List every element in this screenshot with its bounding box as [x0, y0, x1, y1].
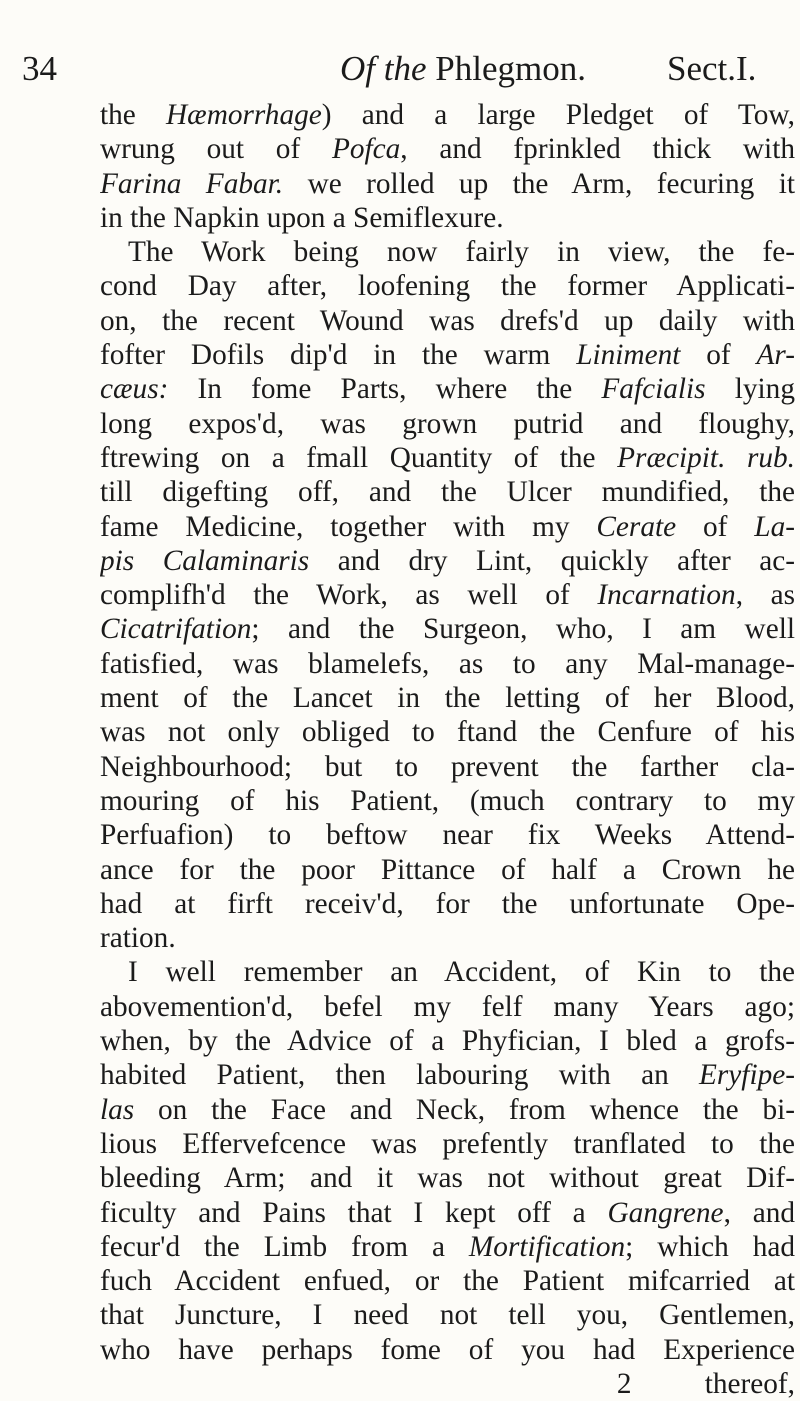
- text-line: [100, 921, 795, 955]
- text-line: [100, 578, 795, 612]
- text-run: on the Face and Neck, from whence the bi-: [134, 1093, 795, 1126]
- text-line: [100, 990, 795, 1024]
- body-text: [100, 98, 795, 1401]
- text-run: ration.: [100, 922, 176, 955]
- text-run: lying: [705, 373, 795, 406]
- text-run: mouring of his Patient, (much contrary to my: [100, 784, 795, 817]
- text-line: [100, 1024, 795, 1058]
- text-run: long expos'd, was grown putrid and floughy,: [100, 407, 795, 440]
- text-line: [100, 544, 795, 578]
- text-run: till digefting off, and the Ulcer mundified, the: [100, 476, 795, 509]
- page-number: 34: [22, 49, 57, 88]
- text-line: [100, 955, 795, 989]
- text-line: [100, 1298, 795, 1332]
- running-title: [340, 46, 586, 92]
- text-run: , and: [723, 1196, 795, 1229]
- text-run: ftrewing on a fmall Quantity of the: [100, 441, 618, 474]
- italic-term: las: [100, 1093, 135, 1126]
- text-run: wrung out of: [100, 133, 332, 166]
- text-run: complifh'd the Work, as well of: [100, 579, 598, 612]
- text-run: ance for the poor Pittance of half a Crown he: [100, 853, 795, 886]
- text-run: cond Day after, loofening the former Applicati-: [100, 270, 795, 303]
- text-line: [100, 1093, 795, 1127]
- text-run: bleeding Arm; and it was not without great Dif-: [100, 1162, 795, 1195]
- text-run: that Juncture, I need not tell you, Gentlemen,: [100, 1299, 795, 1332]
- text-line: [100, 1058, 795, 1092]
- text-line: [100, 1161, 795, 1195]
- text-run: 2 thereof,: [616, 1367, 795, 1400]
- italic-term: La-: [754, 510, 795, 543]
- italic-term: Cerate: [596, 510, 677, 543]
- text-line: [100, 750, 795, 784]
- italic-term: Incarnation: [597, 579, 736, 612]
- text-run: was not only obliged to ftand the Cenfure of his: [100, 716, 795, 749]
- text-run: fame Medicine, together with my: [100, 510, 597, 543]
- italic-term: cæus:: [100, 373, 169, 406]
- text-line: [100, 784, 795, 818]
- text-line: [100, 612, 795, 646]
- italic-term: Farina Fabar.: [100, 167, 284, 200]
- text-line: [100, 818, 795, 852]
- running-title-italic: Of the: [340, 49, 427, 88]
- text-line: [100, 1264, 795, 1298]
- italic-term: Liniment: [576, 339, 681, 372]
- text-line: [100, 441, 795, 475]
- italic-term: Fafcialis: [601, 373, 706, 406]
- text-run: ment of the Lancet in the letting of her Blood,: [100, 682, 795, 715]
- italic-term: Pofca: [331, 133, 401, 166]
- text-run: fatisfied, was blamelefs, as to any Mal-manage-: [100, 647, 795, 680]
- text-line: [100, 98, 795, 132]
- text-line: [100, 1127, 795, 1161]
- text-line: [100, 1230, 795, 1264]
- text-line: [100, 235, 795, 269]
- text-run: ficulty and Pains that I kept off a: [100, 1196, 608, 1229]
- italic-term: pis Calaminaris: [100, 544, 310, 577]
- text-line: [100, 475, 795, 509]
- text-line: [100, 269, 795, 303]
- italic-term: Mortification: [468, 1230, 626, 1263]
- text-line: [100, 132, 795, 166]
- text-line: [100, 1196, 795, 1230]
- text-run: Perfuafion) to beftow near fix Weeks Attend-: [100, 819, 795, 852]
- text-run: I well remember an Accident, of Kin to the: [128, 956, 795, 989]
- text-run: , and fprinkled thick with: [400, 133, 795, 166]
- italic-term: Eryfipe-: [699, 1059, 795, 1092]
- text-run: In fome Parts, where the: [168, 373, 602, 406]
- running-header: [0, 46, 800, 92]
- text-run: fuch Accident enfued, or the Patient mifcarried at: [100, 1265, 795, 1298]
- text-run: habited Patient, then labouring with an: [100, 1059, 699, 1092]
- text-run: ; which had: [625, 1230, 795, 1263]
- italic-term: Præcipit. rub.: [617, 441, 795, 474]
- text-run: and dry Lint, quickly after ac-: [309, 544, 795, 577]
- text-line: [100, 304, 795, 338]
- text-line: [100, 407, 795, 441]
- text-run: of: [676, 510, 755, 543]
- text-line: [100, 887, 795, 921]
- text-line: [100, 372, 795, 406]
- text-line: [100, 167, 795, 201]
- text-line: [100, 1367, 795, 1401]
- text-run: when, by the Advice of a Phyfician, I bled a grofs-: [100, 1025, 795, 1058]
- text-run: in the Napkin upon a Semiflexure.: [100, 201, 504, 234]
- text-line: [100, 853, 795, 887]
- text-line: [100, 1333, 795, 1367]
- text-run: ) and a large Pledget of Tow,: [321, 99, 795, 131]
- text-run: who have perhaps fome of you had Experience: [100, 1333, 795, 1366]
- text-run: the: [100, 99, 167, 131]
- italic-term: Ar-: [756, 339, 795, 372]
- text-run: we rolled up the Arm, fecuring it: [283, 167, 795, 200]
- text-run: on, the recent Wound was drefs'd up daily with: [100, 304, 795, 337]
- text-run: had at firft receiv'd, for the unfortunate Ope-: [100, 887, 795, 920]
- text-line: [100, 338, 795, 372]
- text-run: abovemention'd, befel my felf many Years ago;: [100, 990, 795, 1023]
- text-line: [100, 201, 795, 235]
- text-line: [100, 510, 795, 544]
- text-run: fecur'd the Limb from a: [100, 1230, 469, 1263]
- italic-term: Hæmorrhage: [166, 99, 322, 131]
- italic-term: Cicatrifation: [100, 613, 252, 646]
- text-run: The Work being now fairly in view, the fe-: [128, 236, 795, 269]
- running-title-rest: Phlegmon.: [426, 49, 586, 88]
- text-line: [100, 647, 795, 681]
- text-line: [100, 681, 795, 715]
- text-run: fofter Dofils dip'd in the warm: [100, 339, 577, 372]
- text-run: ; and the Surgeon, who, I am well: [251, 613, 795, 646]
- text-run: lious Effervefcence was prefently tranflated to the: [100, 1127, 795, 1160]
- text-run: , as: [735, 579, 795, 612]
- text-run: of: [680, 339, 757, 372]
- section-label: Sect.I.: [667, 49, 757, 88]
- text-run: Neighbourhood; but to prevent the farther cla-: [100, 750, 795, 783]
- text-line: [100, 715, 795, 749]
- italic-term: Gangrene: [607, 1196, 724, 1229]
